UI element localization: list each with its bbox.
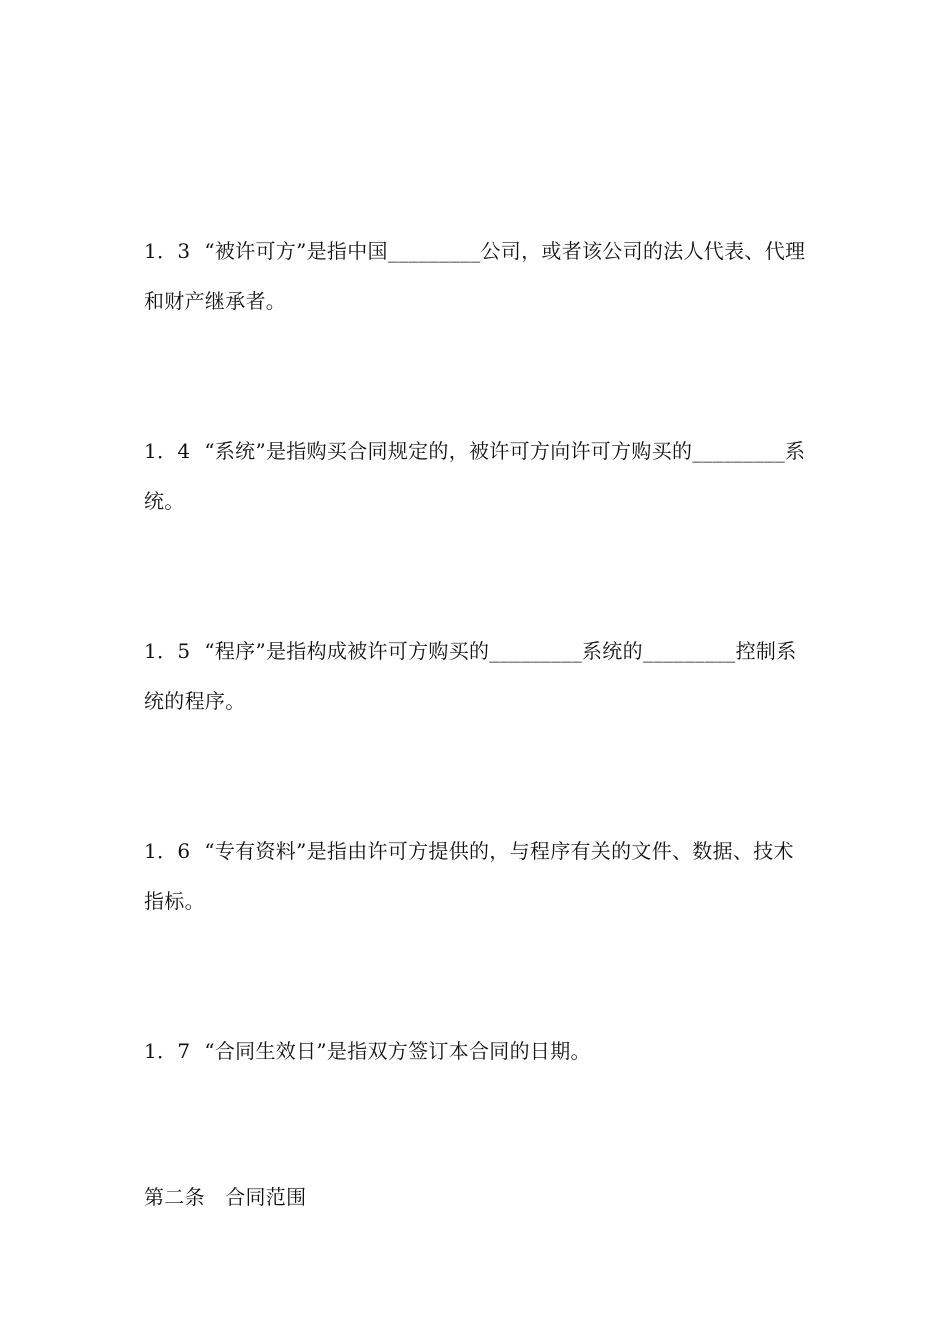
clause-text: “被许可方”是指中国_________公司，或者该公司的法人代表、代理和财产继承者。 — [144, 239, 806, 313]
clause-number: 1．5 — [144, 639, 191, 663]
clause-number: 1．4 — [144, 439, 191, 463]
clause-1-5 — [144, 626, 808, 726]
clause-text: “程序”是指构成被许可方购买的_________系统的_________控制系统的程序。 — [144, 639, 797, 713]
clause-text: “合同生效日”是指双方签订本合同的日期。 — [204, 1039, 591, 1063]
clause-1-4 — [144, 426, 808, 526]
clause-1-3 — [144, 226, 808, 326]
clause-1-7 — [144, 1026, 808, 1076]
clause-number: 1．7 — [144, 1039, 191, 1063]
clause-1-6 — [144, 826, 808, 926]
clause-number: 1．6 — [144, 839, 191, 863]
section-heading: 第二条 合同范围 — [144, 1185, 307, 1209]
clause-number: 1．3 — [144, 239, 191, 263]
clause-text: “专有资料”是指由许可方提供的，与程序有关的文件、数据、技术指标。 — [144, 839, 794, 913]
clause-text: “系统”是指购买合同规定的，被许可方向许可方购买的_________系统。 — [144, 439, 806, 513]
